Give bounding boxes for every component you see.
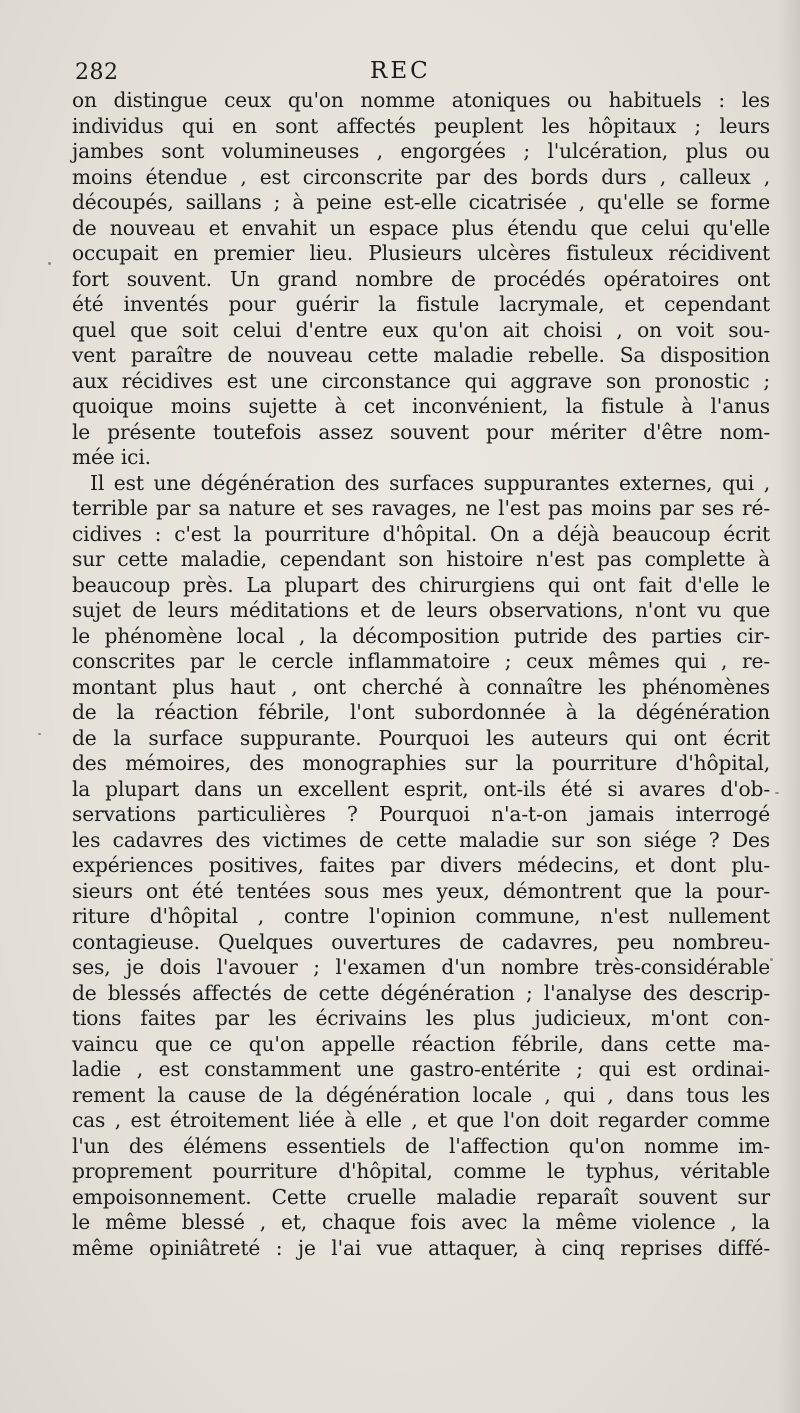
- paper-speck: [48, 262, 51, 265]
- paper-speck: [38, 733, 41, 735]
- text-line: le présente toutefois assez souvent pour mériter d'être nom-: [72, 419, 770, 444]
- text-line: ladie , est constamment une gastro-entérite ; qui est ordinai-: [72, 1057, 770, 1081]
- text-line: de blessés affectés de cette dégénération ; l'analyse des descrip-: [72, 980, 770, 1005]
- text-line: servations particulières ? Pourquoi n'a-t-on jamais interrogé: [72, 802, 770, 826]
- text-line: expériences positives, faites par divers médecins, et dont plu-: [72, 853, 770, 877]
- text-line: le phénomène local , la décomposition putride des parties cir-: [72, 623, 770, 648]
- text-line: vent paraître de nouveau cette maladie rebelle. Sa disposition: [72, 343, 770, 367]
- text-line: de la surface suppurante. Pourquoi les auteurs qui ont écrit: [72, 725, 770, 750]
- paper-speck: [775, 792, 779, 794]
- text-line: découpés, saillans ; à peine est-elle cicatrisée , qu'elle se forme: [72, 190, 770, 214]
- body-text: [72, 88, 770, 1261]
- text-line: moins étendue , est circonscrite par des bords durs , calleux ,: [72, 164, 770, 189]
- text-line: même opiniâtreté : je l'ai vue attaquer, à cinq reprises diffé-: [72, 1235, 770, 1260]
- text-line: aux récidives est une circonstance qui aggrave son pronostic ;: [72, 368, 770, 393]
- running-title: REC: [370, 58, 431, 84]
- text-line: les cadavres des victimes de cette maladie sur son siége ? Des: [72, 827, 770, 852]
- text-line: sujet de leurs méditations et de leurs observations, n'ont vu que: [72, 598, 770, 622]
- text-line: individus qui en sont affectés peuplent les hôpitaux ; leurs: [72, 113, 770, 138]
- text-line: la plupart dans un excellent esprit, ont-ils été si avares d'ob-: [72, 776, 770, 801]
- text-line: quel que soit celui d'entre eux qu'on ait choisi , on voit sou-: [72, 317, 770, 342]
- text-line: rement la cause de la dégénération locale , qui , dans tous les: [72, 1082, 770, 1107]
- page-number: 282: [75, 60, 119, 85]
- text-line: vaincu que ce qu'on appelle réaction fébrile, dans cette ma-: [72, 1031, 770, 1056]
- text-line: sur cette maladie, cependant son histoire n'est pas complette à: [72, 547, 770, 571]
- text-line: jambes sont volumineuses , engorgées ; l'ulcération, plus ou: [72, 139, 770, 163]
- text-line: tions faites par les écrivains les plus judicieux, m'ont con-: [72, 1006, 770, 1030]
- text-line: de la réaction fébrile, l'ont subordonnée à la dégénération: [72, 700, 770, 724]
- text-line: été inventés pour guérir la fistule lacrymale, et cependant: [72, 292, 770, 316]
- text-line: terrible par sa nature et ses ravages, ne l'est pas moins par ses ré-: [72, 496, 770, 520]
- text-line: beaucoup près. La plupart des chirurgiens qui ont fait d'elle le: [72, 572, 770, 597]
- text-line: conscrites par le cercle inflammatoire ; ceux mêmes qui , re-: [72, 649, 770, 673]
- paper-speck: [770, 958, 773, 961]
- text-line: empoisonnement. Cette cruelle maladie reparaît souvent sur: [72, 1184, 770, 1209]
- text-line: ses, je dois l'avouer ; l'examen d'un nombre très-considérable: [72, 955, 770, 979]
- text-line: quoique moins sujette à cet inconvénient, la fistule à l'anus: [72, 394, 770, 418]
- text-line: des mémoires, des monographies sur la pourriture d'hôpital,: [72, 751, 770, 775]
- text-line: contagieuse. Quelques ouvertures de cadavres, peu nombreu-: [72, 929, 770, 954]
- text-line: proprement pourriture d'hôpital, comme le typhus, véritable: [72, 1159, 770, 1183]
- text-line: l'un des élémens essentiels de l'affection qu'on nomme im-: [72, 1133, 770, 1158]
- text-line: cidives : c'est la pourriture d'hôpital. On a déjà beaucoup écrit: [72, 521, 770, 546]
- text-line: de nouveau et envahit un espace plus étendu que celui qu'elle: [72, 215, 770, 240]
- text-line: le même blessé , et, chaque fois avec la même violence , la: [72, 1210, 770, 1234]
- paragraph-start-line: Il est une dégénération des surfaces suppurantes externes, qui ,: [90, 470, 770, 495]
- paragraph-end-line: mée ici.: [72, 445, 151, 469]
- text-line: fort souvent. Un grand nombre de procédés opératoires ont: [72, 266, 770, 291]
- page-gutter-shadow: [778, 0, 800, 1413]
- running-header: [0, 58, 800, 92]
- text-line: cas , est étroitement liée à elle , et que l'on doit regarder comme: [72, 1108, 770, 1132]
- text-line: sieurs ont été tentées sous mes yeux, démontrent que la pour-: [72, 878, 770, 903]
- text-line: montant plus haut , ont cherché à connaître les phénomènes: [72, 674, 770, 699]
- text-line: on distingue ceux qu'on nomme atoniques ou habituels : les: [72, 88, 770, 112]
- paper-speck: [752, 1162, 755, 1165]
- text-line: occupait en premier lieu. Plusieurs ulcères fistuleux récidivent: [72, 241, 770, 265]
- text-line: riture d'hôpital , contre l'opinion commune, n'est nullement: [72, 904, 770, 928]
